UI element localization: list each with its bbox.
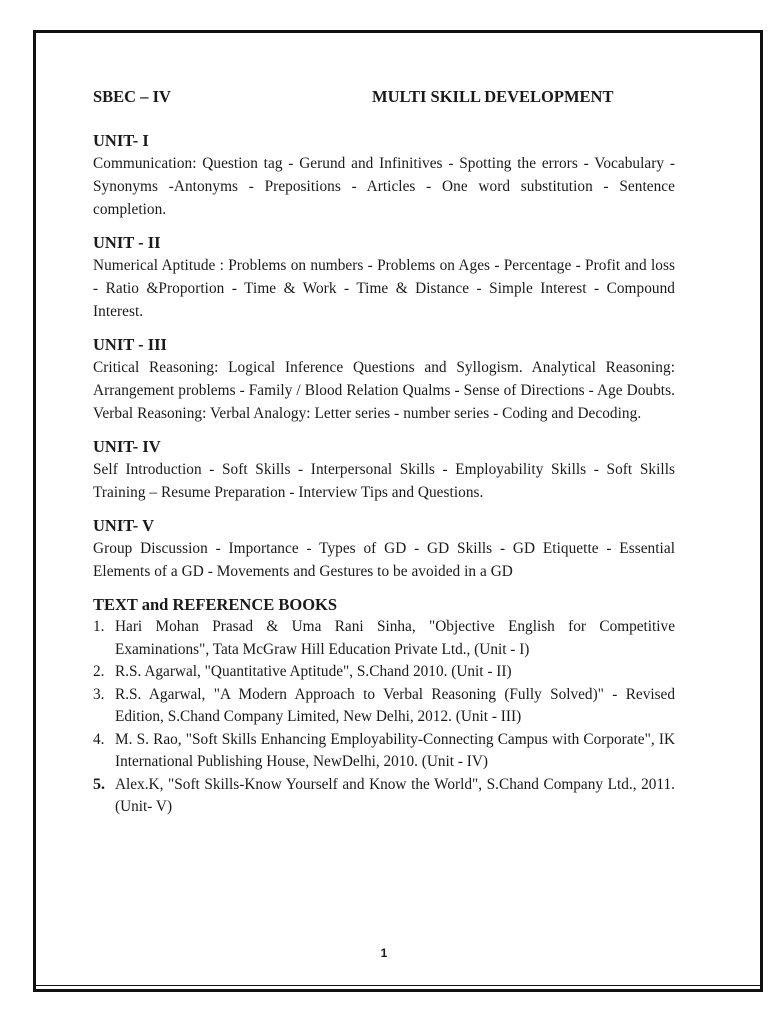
unit-section-2 [93, 232, 675, 323]
document-content [93, 84, 675, 819]
book-item [93, 616, 675, 661]
unit-text: Critical Reasoning: Logical Inference Questions and Syllogism. Analytical Reasoning: Arrangement problems - Family / Blood Relation Qualms - Sense of Directions - Age Doubts. Verbal Reasoning: Verbal Analogy: Letter series - number series - Coding and Decoding. [93, 359, 675, 422]
book-text: Hari Mohan Prasad & Uma Rani Sinha, "Objective English for Competitive Examinations", Tata McGraw Hill Education Private Ltd., (Unit - I) [115, 618, 675, 658]
book-text: R.S. Agarwal, "A Modern Approach to Verbal Reasoning (Fully Solved)" - Revised Edition, S.Chand Company Limited, New Delhi, 2012. (Unit - III) [115, 685, 675, 725]
unit-heading: UNIT- IV [93, 437, 161, 456]
unit-text: Self Introduction - Soft Skills - Interpersonal Skills - Employability Skills - Soft Skills Training – Resume Preparation - Interview Tips and Questions. [93, 461, 675, 501]
unit-section-5 [93, 515, 675, 583]
unit-heading: UNIT - III [93, 335, 167, 354]
book-item [93, 774, 675, 819]
reference-books-heading: TEXT and REFERENCE BOOKS [93, 595, 338, 614]
unit-text: Numerical Aptitude : Problems on numbers - Problems on Ages - Percentage - Profit and loss - Ratio &Proportion - Time & Work - Time & Distance - Simple Interest - Compound Interest. [93, 257, 675, 320]
unit-text: Communication: Question tag - Gerund and Infinitives - Spotting the errors - Vocabulary - Synonyms -Antonyms - Prepositions - Articles - One word substitution - Sentence completion. [93, 155, 675, 218]
book-number: 5. [93, 775, 105, 793]
book-item [93, 729, 675, 774]
book-item [93, 684, 675, 729]
book-text: Alex.K, "Soft Skills-Know Yourself and Know the World", S.Chand Company Ltd., 2011. (Unit- V) [115, 775, 675, 815]
reference-books-list [93, 616, 675, 819]
book-number: 4. [93, 730, 105, 748]
unit-text: Group Discussion - Importance - Types of GD - GD Skills - GD Etiquette - Essential Elements of a GD - Movements and Gestures to be avoided in a GD [93, 540, 675, 580]
unit-heading: UNIT- I [93, 131, 149, 150]
course-code: SBEC – IV [93, 87, 171, 106]
book-text: R.S. Agarwal, "Quantitative Aptitude", S.Chand 2010. (Unit - II) [115, 663, 512, 680]
unit-heading: UNIT - II [93, 233, 161, 252]
page-number: 1 [380, 946, 388, 960]
book-text: M. S. Rao, "Soft Skills Enhancing Employability-Connecting Campus with Corporate", IK International Publishing House, NewDelhi, 2010. (Unit - IV) [115, 730, 675, 770]
book-number: 1. [93, 618, 105, 635]
reference-books-section [93, 594, 675, 819]
book-number: 3. [93, 685, 105, 703]
book-number: 2. [93, 663, 105, 680]
unit-section-4 [93, 436, 675, 504]
book-item [93, 661, 675, 684]
unit-heading: UNIT- V [93, 516, 154, 535]
course-title: MULTI SKILL DEVELOPMENT [372, 87, 614, 106]
unit-section-3 [93, 334, 675, 425]
unit-section-1 [93, 130, 675, 221]
document-header [93, 84, 675, 110]
